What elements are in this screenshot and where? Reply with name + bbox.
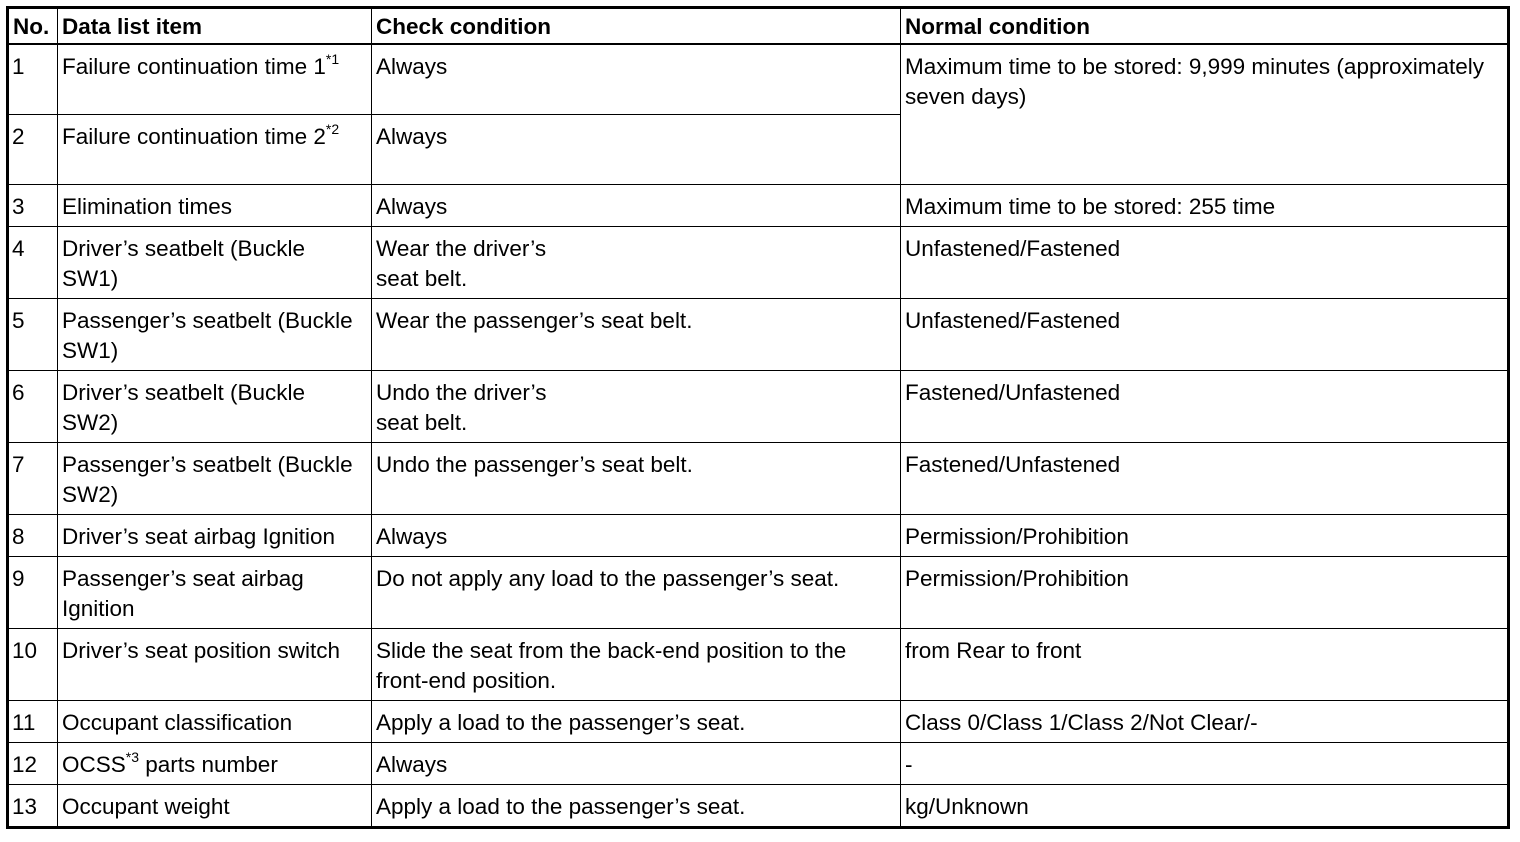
row-normal: from Rear to front: [901, 629, 1509, 701]
row-item: Driver’s seat airbag Ignition: [58, 515, 372, 557]
row-check: [372, 371, 901, 443]
row-check: Always: [372, 515, 901, 557]
row-normal: Maximum time to be stored: 255 time: [901, 185, 1509, 227]
row-no: 13: [8, 785, 58, 828]
row-no: 7: [8, 443, 58, 515]
table-row: [8, 185, 1509, 227]
table-row: [8, 44, 1509, 115]
row-item: Driver’s seat position switch: [58, 629, 372, 701]
row-no: 2: [8, 115, 58, 185]
row-normal: Maximum time to be stored: 9,999 minutes (approximately seven days): [901, 44, 1509, 185]
row-no: 5: [8, 299, 58, 371]
row-check: Always: [372, 44, 901, 115]
row-no: 10: [8, 629, 58, 701]
header-check-condition: Check condition: [372, 8, 901, 45]
row-no: 6: [8, 371, 58, 443]
row-item: [58, 743, 372, 785]
row-check: [372, 227, 901, 299]
header-normal-condition: Normal condition: [901, 8, 1509, 45]
row-item-text: Failure continuation time 2: [62, 124, 326, 149]
table-row: [8, 557, 1509, 629]
row-item: Driver’s seatbelt (Buckle SW2): [58, 371, 372, 443]
row-check: Do not apply any load to the passenger’s seat.: [372, 557, 901, 629]
footnote-marker: *1: [325, 50, 340, 67]
row-item-text: Failure continuation time 1: [62, 54, 326, 79]
row-normal: kg/Unknown: [901, 785, 1509, 828]
header-data-list-item: Data list item: [58, 8, 372, 45]
row-no: 1: [8, 44, 58, 115]
row-no: 12: [8, 743, 58, 785]
row-no: 8: [8, 515, 58, 557]
row-item: [58, 44, 372, 115]
data-list-table: [6, 6, 1510, 829]
row-item-suffix: parts number: [139, 752, 278, 777]
row-item: [58, 115, 372, 185]
row-check: Apply a load to the passenger’s seat.: [372, 701, 901, 743]
footnote-marker: *3: [125, 748, 139, 765]
row-no: 11: [8, 701, 58, 743]
row-normal: Class 0/Class 1/Class 2/Not Clear/-: [901, 701, 1509, 743]
row-no: 4: [8, 227, 58, 299]
row-check: Always: [372, 185, 901, 227]
row-item: Driver’s seatbelt (Buckle SW1): [58, 227, 372, 299]
table-row: [8, 515, 1509, 557]
row-no: 9: [8, 557, 58, 629]
row-no: 3: [8, 185, 58, 227]
header-row: [8, 8, 1509, 45]
table-row: [8, 299, 1509, 371]
row-check: Wear the passenger’s seat belt.: [372, 299, 901, 371]
footnote-marker: *2: [325, 120, 340, 137]
table-row: [8, 785, 1509, 828]
row-check-line: Undo the driver’s: [376, 380, 547, 405]
row-normal: -: [901, 743, 1509, 785]
row-check-line: seat belt.: [376, 266, 468, 291]
row-normal: Unfastened/Fastened: [901, 299, 1509, 371]
row-item-text: OCSS: [62, 752, 126, 777]
row-check-line: seat belt.: [376, 410, 468, 435]
row-item: Occupant weight: [58, 785, 372, 828]
table-row: [8, 629, 1509, 701]
row-item: Occupant classification: [58, 701, 372, 743]
row-normal: Unfastened/Fastened: [901, 227, 1509, 299]
row-check: Apply a load to the passenger’s seat.: [372, 785, 901, 828]
row-check: Always: [372, 115, 901, 185]
row-item: Passenger’s seatbelt (Buckle SW2): [58, 443, 372, 515]
table-row: [8, 227, 1509, 299]
row-normal: Permission/Prohibition: [901, 557, 1509, 629]
table-row: [8, 371, 1509, 443]
table-row: [8, 743, 1509, 785]
row-check: Undo the passenger’s seat belt.: [372, 443, 901, 515]
row-normal: Fastened/Unfastened: [901, 443, 1509, 515]
row-item: Elimination times: [58, 185, 372, 227]
row-normal: Fastened/Unfastened: [901, 371, 1509, 443]
table-row: [8, 443, 1509, 515]
row-check: Always: [372, 743, 901, 785]
row-check-line: Wear the driver’s: [376, 236, 547, 261]
table-row: [8, 701, 1509, 743]
row-check: Slide the seat from the back-end position to the front-end position.: [372, 629, 901, 701]
row-item: Passenger’s seatbelt (Buckle SW1): [58, 299, 372, 371]
header-no: No.: [8, 8, 58, 45]
row-normal: Permission/Prohibition: [901, 515, 1509, 557]
row-item: Passenger’s seat airbag Ignition: [58, 557, 372, 629]
